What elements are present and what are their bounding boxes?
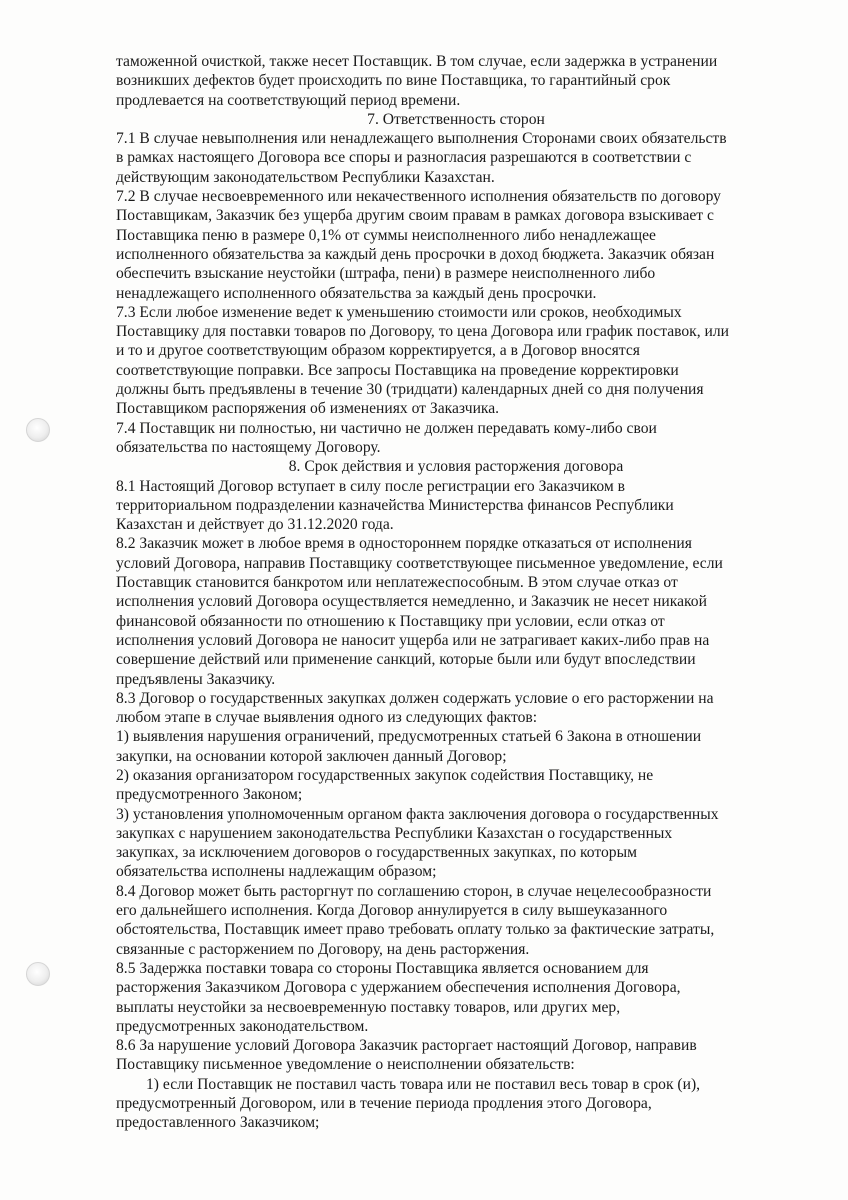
text-line: 1) если Поставщик не поставил часть товара или не поставил весь товар в срок (и), <box>146 1075 701 1093</box>
text-line: закупках с нарушением законодательства Республики Казахстан о государственных <box>116 824 673 842</box>
punch-hole-top <box>26 418 50 442</box>
text-line: совершение действий или применение санкций, которые были или будут впоследствии <box>116 651 696 669</box>
text-line: закупках, за исключением договоров о государственных закупках, по которым <box>116 844 637 862</box>
text-line: 7.4 Поставщик ни полностью, ни частично не должен передавать кому-либо свои <box>116 419 657 437</box>
text-line: и то и другое соответствующим образом корректируется, а в Договор вносятся <box>116 342 640 360</box>
text-line: 8.3 Договор о государственных закупках должен содержать условие о его расторжении на <box>116 689 714 707</box>
text-line: предусмотренных законодательством. <box>116 1017 369 1035</box>
text-line: соответствующие поправки. Все запросы Поставщика на проведение корректировки <box>116 361 679 379</box>
text-line: Поставщикам, Заказчик без ущерба другим своим правам в рамках договора взыскивает с <box>116 207 714 225</box>
section-heading-7: 7. Ответственность сторон <box>367 110 545 128</box>
text-line: финансовой обязанности по отношению к Поставщику при условии, если отказ от <box>116 612 665 630</box>
text-line: Поставщику для поставки товаров по Договору, то цена Договора или график поставок, или <box>116 323 730 341</box>
text-line: 8.1 Настоящий Договор вступает в силу после регистрации его Заказчиком в <box>116 477 626 495</box>
text-line: 2) оказания организатором государственных закупок содействия Поставщику, не <box>116 766 654 784</box>
text-line: условий Договора, направив Поставщику соответствующее письменное уведомление, если <box>116 554 723 572</box>
text-line: территориальном подразделении казначейства Министерства финансов Республики <box>116 496 674 514</box>
section-heading-8: 8. Срок действия и условия расторжения договора <box>288 458 624 476</box>
text-line: предусмотренный Договором, или в течение периода продления этого Договора, <box>116 1095 652 1113</box>
text-line: предусмотренного Законом; <box>116 786 303 804</box>
text-line: исполнения условий Договора не наносит ущерба или не затрагивает каких-либо прав на <box>116 631 710 649</box>
text-line: обязательства по настоящему Договору. <box>116 438 381 456</box>
text-line: расторжения Заказчиком Договора с удержанием обеспечения исполнения Договора, <box>116 979 681 997</box>
punch-hole-bottom <box>26 962 50 986</box>
text-line: возникших дефектов будет происходить по вине Поставщика, то гарантийный срок <box>116 72 671 90</box>
text-line: действующим законодательством Республики Казахстан. <box>116 168 495 186</box>
text-line: должны быть предъявлены в течение 30 (тридцати) календарных дней со дня получения <box>116 381 704 399</box>
text-line: 7.2 В случае несвоевременного или некачественного исполнения обязательств по договору <box>116 188 721 206</box>
text-line: Поставщик становится банкротом или неплатежеспособным. В этом случае отказ от <box>116 574 678 592</box>
contract-text <box>116 52 796 1133</box>
text-line: любом этапе в случае выявления одного из следующих фактов: <box>116 709 538 727</box>
text-line: таможенной очисткой, также несет Поставщик. В том случае, если задержка в устранении <box>116 53 718 70</box>
text-line: его дальнейшего исполнения. Когда Договор аннулируется в силу вышеуказанного <box>116 902 668 920</box>
text-line: 8.2 Заказчик может в любое время в одностороннем порядке отказаться от исполнения <box>116 535 692 553</box>
text-line: 8.4 Договор может быть расторгнут по соглашению сторон, в случае нецелесообразности <box>116 882 712 900</box>
text-line: ненадлежащего исполненного обязательства за каждый день просрочки. <box>116 284 597 302</box>
text-line: обстоятельства, Поставщик имеет право требовать оплату только за фактические затраты, <box>116 921 715 939</box>
text-line: продлевается на соответствующий период времени. <box>116 91 461 109</box>
text-line: Поставщика пеню в размере 0,1% от суммы неисполненного либо ненадлежащее <box>116 226 656 244</box>
text-line: связанные с расторжением по Договору, на день расторжения. <box>116 940 530 958</box>
text-line: Казахстан и действует до 31.12.2020 года. <box>116 516 394 534</box>
text-line: предоставленного Заказчиком; <box>116 1114 320 1132</box>
text-line: 3) установления уполномоченным органом факта заключения договора о государственных <box>116 805 719 823</box>
text-line: закупки, на основании которой заключен данный Договор; <box>116 747 507 765</box>
text-line: 7.1 В случае невыполнения или ненадлежащего выполнения Сторонами своих обязательств <box>116 130 727 148</box>
text-line: в рамках настоящего Договора все споры и разногласия разрешаются в соответствии с <box>116 149 692 167</box>
text-line: выплаты неустойки за несвоевременную поставку товаров, или других мер, <box>116 998 621 1016</box>
text-line: предъявлены Заказчику. <box>116 670 276 688</box>
text-line: Поставщику письменное уведомление о неисполнении обязательств: <box>116 1056 575 1074</box>
text-line: 7.3 Если любое изменение ведет к уменьшению стоимости или сроков, необходимых <box>116 303 682 321</box>
text-line: исполнения условий Договора осуществляется немедленно, и Заказчик не несет никакой <box>116 593 707 611</box>
text-line: обязательства исполнены надлежащим образом; <box>116 863 437 881</box>
text-line: 8.6 За нарушение условий Договора Заказчик расторгает настоящий Договор, направив <box>116 1037 697 1055</box>
text-line: 1) выявления нарушения ограничений, предусмотренных статьей 6 Закона в отношении <box>116 728 702 746</box>
text-line: обеспечить взыскание неустойки (штрафа, пени) в размере неисполненного либо <box>116 265 656 283</box>
text-line: 8.5 Задержка поставки товара со стороны Поставщика является основанием для <box>116 959 649 977</box>
text-line: исполненного обязательства за каждый день просрочки в доход бюджета. Заказчик обязан <box>116 245 715 263</box>
text-line: Поставщиком распоряжения об изменениях от Заказчика. <box>116 400 500 418</box>
